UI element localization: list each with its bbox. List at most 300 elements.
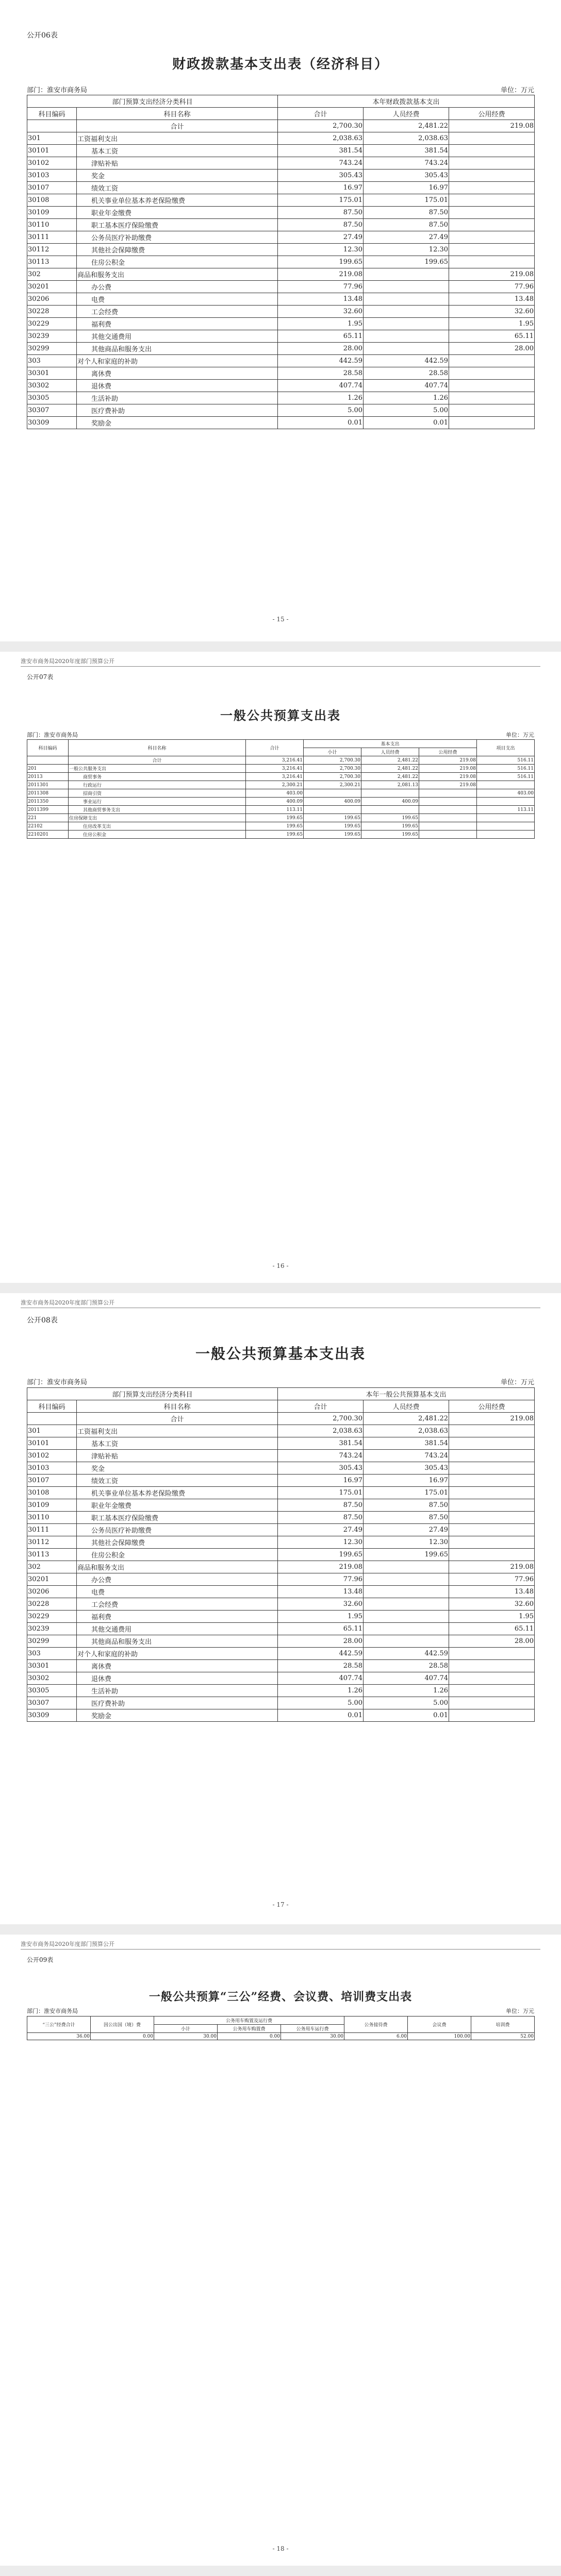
cell-name: 工资福利支出 <box>77 132 278 145</box>
cell-code: 2011399 <box>27 806 69 814</box>
cell-personnel: 1.26 <box>364 1685 449 1697</box>
cell-name: 电费 <box>77 1586 278 1598</box>
cell-personnel: 2,481.22 <box>361 756 419 765</box>
cell-name: 合计 <box>77 1413 278 1425</box>
column-header: 小计 <box>154 2025 218 2033</box>
cell-code: 30107 <box>27 182 77 194</box>
cell-personnel: 442.59 <box>364 355 449 367</box>
table-row <box>27 1573 535 1586</box>
cell-public <box>449 417 535 429</box>
cell-total: 442.59 <box>278 1648 364 1660</box>
cell-personnel: 12.30 <box>364 1536 449 1549</box>
table-row <box>27 392 535 404</box>
cell-total: 0.01 <box>278 417 364 429</box>
cell-total: 1.95 <box>278 318 364 330</box>
cell-total: 400.09 <box>246 798 304 806</box>
cell-total: 381.54 <box>278 145 364 157</box>
cell-public <box>449 1425 535 1437</box>
column-header: 人员经费 <box>364 108 449 120</box>
cell-sub: 2,700.30 <box>304 773 361 781</box>
cell-total: 2,300.21 <box>246 781 304 789</box>
cell-total: 65.11 <box>278 1623 364 1635</box>
cell-personnel <box>364 330 449 343</box>
cell-meeting: 100.00 <box>408 2033 471 2040</box>
cell-public <box>449 1512 535 1524</box>
table-row <box>27 1487 535 1499</box>
page-title: 一般公共预算支出表 <box>220 708 341 723</box>
cell-total: 28.00 <box>278 1635 364 1648</box>
page-08 <box>0 1293 561 1924</box>
cell-name: 办公费 <box>77 1573 278 1586</box>
column-header: 项目支出 <box>477 740 535 756</box>
cell-public <box>419 806 477 814</box>
page-number: - 16 - <box>272 1262 289 1269</box>
cell-name: 工资福利支出 <box>77 1425 278 1437</box>
table-row <box>27 355 535 367</box>
group-header: 部门预算支出经济分类科目 <box>27 1388 278 1400</box>
table-row <box>27 798 535 806</box>
cell-code <box>27 756 69 765</box>
cell-public <box>449 244 535 256</box>
cell-public <box>449 1487 535 1499</box>
column-header: 合计 <box>278 1400 364 1413</box>
cell-total: 175.01 <box>278 1487 364 1499</box>
cell-code: 30111 <box>27 231 77 244</box>
cell-name: 其他商品和服务支出 <box>77 1635 278 1648</box>
cell-personnel: 381.54 <box>364 1437 449 1450</box>
cell-name: 其他交通费用 <box>77 330 278 343</box>
cell-code: 30301 <box>27 1660 77 1672</box>
cell-code: 30109 <box>27 207 77 219</box>
cell-code: 30305 <box>27 392 77 404</box>
cell-total: 3,216.41 <box>246 756 304 765</box>
cell-code: 30103 <box>27 1462 77 1475</box>
cell-personnel: 1.26 <box>364 392 449 404</box>
cell-total: 5.00 <box>278 404 364 417</box>
cell-car-operation: 30.00 <box>281 2033 344 2040</box>
cell-personnel <box>364 1611 449 1623</box>
page-title: 一般公共预算基本支出表 <box>195 1345 366 1362</box>
table-row <box>27 773 535 781</box>
cell-code: 30206 <box>27 1586 77 1598</box>
page-07 <box>0 652 561 1283</box>
cell-personnel: 28.58 <box>364 367 449 380</box>
cell-total: 77.96 <box>278 281 364 293</box>
table-row <box>27 1623 535 1635</box>
cell-public <box>449 1549 535 1561</box>
column-header: 合计 <box>246 740 304 756</box>
cell-name: 福利费 <box>77 1611 278 1623</box>
cell-total: 28.58 <box>278 1660 364 1672</box>
cell-personnel: 743.24 <box>364 157 449 170</box>
cell-public <box>449 1450 535 1462</box>
cell-name: 生活补助 <box>77 392 278 404</box>
cell-code: 30299 <box>27 343 77 355</box>
cell-personnel <box>364 1561 449 1573</box>
table-row <box>27 306 535 318</box>
table-row <box>27 219 535 231</box>
cell-project <box>477 822 535 831</box>
cell-personnel: 27.49 <box>364 1524 449 1536</box>
cell-code: 30102 <box>27 157 77 170</box>
cell-public: 13.48 <box>449 293 535 306</box>
cell-sub: 199.65 <box>304 831 361 839</box>
cell-public <box>449 1660 535 1672</box>
cell-name: 医疗费补助 <box>77 1697 278 1709</box>
running-header: 淮安市商务局2020年度部门预算公开 <box>21 1299 114 1306</box>
cell-public <box>449 182 535 194</box>
cell-code: 2011308 <box>27 789 69 798</box>
cell-code: 30239 <box>27 1623 77 1635</box>
cell-code: 221 <box>27 814 69 822</box>
cell-sub: 2,700.30 <box>304 756 361 765</box>
cell-total: 381.54 <box>278 1437 364 1450</box>
cell-personnel: 16.97 <box>364 1475 449 1487</box>
cell-abroad: 0.00 <box>91 2033 154 2040</box>
cell-public: 219.08 <box>419 765 477 773</box>
running-header: 淮安市商务局2020年度部门预算公开 <box>21 658 114 665</box>
column-header: 公务用车运行费 <box>281 2025 344 2033</box>
table-tag: 公开08表 <box>27 1316 58 1325</box>
cell-total: 305.43 <box>278 1462 364 1475</box>
cell-code: 30299 <box>27 1635 77 1648</box>
cell-total: 87.50 <box>278 219 364 231</box>
cell-code: 30110 <box>27 219 77 231</box>
cell-total: 12.30 <box>278 1536 364 1549</box>
cell-name: 离休费 <box>77 367 278 380</box>
header-rule <box>21 666 540 667</box>
cell-personnel: 5.00 <box>364 404 449 417</box>
cell-total: 1.95 <box>278 1611 364 1623</box>
cell-total: 0.01 <box>278 1709 364 1722</box>
cell-name: 津贴补贴 <box>77 157 278 170</box>
cell-personnel <box>364 281 449 293</box>
cell-name: 退休费 <box>77 380 278 392</box>
cell-personnel: 199.65 <box>364 256 449 268</box>
cell-public <box>449 132 535 145</box>
cell-public: 28.00 <box>449 343 535 355</box>
cell-personnel: 87.50 <box>364 207 449 219</box>
cell-project: 516.11 <box>477 765 535 773</box>
cell-public <box>449 256 535 268</box>
table-row <box>27 1561 535 1573</box>
group-header: 基本支出 <box>304 740 477 748</box>
cell-public <box>419 822 477 831</box>
group-header: 公务用车购置及运行费 <box>154 2016 344 2025</box>
cell-public <box>449 1437 535 1450</box>
column-header: 公用经费 <box>449 108 535 120</box>
cell-name: 绩效工资 <box>77 1475 278 1487</box>
table-tag: 公开06表 <box>27 31 58 40</box>
table-row <box>27 120 535 132</box>
table-row <box>27 330 535 343</box>
budget-table <box>27 739 535 839</box>
cell-name: 奖励金 <box>77 417 278 429</box>
page-gap <box>0 641 561 652</box>
cell-project: 113.11 <box>477 806 535 814</box>
table-row <box>27 145 535 157</box>
unit-label: 单位：万元 <box>500 1379 534 1386</box>
cell-public <box>449 194 535 207</box>
unit-label: 单位：万元 <box>500 87 534 94</box>
cell-public <box>449 145 535 157</box>
table-row <box>27 806 535 814</box>
cell-total: 407.74 <box>278 380 364 392</box>
cell-code: 30302 <box>27 380 77 392</box>
page-gap <box>0 1924 561 1935</box>
cell-name: 电费 <box>77 293 278 306</box>
cell-public: 219.08 <box>449 1561 535 1573</box>
cell-personnel: 0.01 <box>364 1709 449 1722</box>
cell-name: 退休费 <box>77 1672 278 1685</box>
cell-total: 743.24 <box>278 1450 364 1462</box>
cell-total: 2,700.30 <box>278 120 364 132</box>
cell-code: 30307 <box>27 1697 77 1709</box>
cell-code: 301 <box>27 1425 77 1437</box>
cell-code <box>27 120 77 132</box>
cell-name: 一般公共服务支出 <box>69 765 246 773</box>
group-header: 部门预算支出经济分类科目 <box>27 95 278 108</box>
cell-total: 32.60 <box>278 306 364 318</box>
cell-name: 办公费 <box>77 281 278 293</box>
cell-personnel: 2,481.22 <box>361 773 419 781</box>
cell-total: 113.11 <box>246 806 304 814</box>
cell-code: 22102 <box>27 822 69 831</box>
page-gap <box>0 1283 561 1293</box>
column-header: 合计 <box>278 108 364 120</box>
table-row <box>27 170 535 182</box>
cell-public <box>449 1697 535 1709</box>
table-row <box>27 1586 535 1598</box>
cell-name: 商品和服务支出 <box>77 1561 278 1573</box>
cell-training: 52.00 <box>471 2033 535 2040</box>
cell-code: 30109 <box>27 1499 77 1512</box>
table-row <box>27 1697 535 1709</box>
column-header: 小计 <box>304 748 361 756</box>
cell-total: 1.26 <box>278 1685 364 1697</box>
cell-code: 30201 <box>27 1573 77 1586</box>
cell-personnel: 2,481.22 <box>361 765 419 773</box>
cell-public: 219.08 <box>449 120 535 132</box>
cell-public <box>449 1648 535 1660</box>
cell-code: 30229 <box>27 1611 77 1623</box>
header-rule <box>21 1949 540 1950</box>
cell-name: 工会经费 <box>77 1598 278 1611</box>
cell-public: 219.08 <box>419 781 477 789</box>
cell-code: 201 <box>27 765 69 773</box>
table-row <box>27 1475 535 1487</box>
cell-name: 机关事业单位基本养老保险缴费 <box>77 1487 278 1499</box>
cell-project <box>477 781 535 789</box>
cell-public <box>449 231 535 244</box>
table-row <box>27 256 535 268</box>
cell-code: 303 <box>27 355 77 367</box>
cell-name: 职工基本医疗保险缴费 <box>77 219 278 231</box>
cell-total: 13.48 <box>278 1586 364 1598</box>
cell-personnel: 199.65 <box>361 814 419 822</box>
cell-public <box>449 380 535 392</box>
running-header: 淮安市商务局2020年度部门预算公开 <box>21 1941 114 1947</box>
unit-label: 单位：万元 <box>506 2008 534 2014</box>
cell-code: 30228 <box>27 1598 77 1611</box>
table-row <box>27 194 535 207</box>
cell-total: 199.65 <box>278 1549 364 1561</box>
dept-label: 部门：淮安市商务局 <box>27 87 88 94</box>
cell-public: 32.60 <box>449 306 535 318</box>
budget-table <box>27 2016 535 2040</box>
cell-personnel: 2,081.13 <box>361 781 419 789</box>
cell-personnel: 87.50 <box>364 1499 449 1512</box>
cell-total: 27.49 <box>278 231 364 244</box>
table-row <box>27 1685 535 1697</box>
table-row <box>27 831 535 839</box>
cell-total: 87.50 <box>278 207 364 219</box>
cell-name: 职业年金缴费 <box>77 1499 278 1512</box>
cell-personnel <box>364 293 449 306</box>
cell-public <box>449 1499 535 1512</box>
cell-code: 30307 <box>27 404 77 417</box>
cell-name: 基本工资 <box>77 1437 278 1450</box>
cell-total: 12.30 <box>278 244 364 256</box>
cell-name: 住房公积金 <box>77 256 278 268</box>
cell-code: 30107 <box>27 1475 77 1487</box>
page-06 <box>0 0 561 641</box>
column-header: 科目编码 <box>27 740 69 756</box>
cell-code: 30206 <box>27 293 77 306</box>
table-row <box>27 781 535 789</box>
cell-project: 516.11 <box>477 756 535 765</box>
cell-code: 2011301 <box>27 781 69 789</box>
cell-public: 28.00 <box>449 1635 535 1648</box>
cell-public: 1.95 <box>449 1611 535 1623</box>
cell-total: 28.00 <box>278 343 364 355</box>
cell-personnel: 407.74 <box>364 380 449 392</box>
table-row <box>27 1648 535 1660</box>
cell-public <box>419 831 477 839</box>
column-header: “三公”经费合计 <box>27 2016 91 2033</box>
table-row <box>27 1709 535 1722</box>
table-row <box>27 789 535 798</box>
cell-name: 其他社会保障缴费 <box>77 1536 278 1549</box>
column-header: 人员经费 <box>361 748 419 756</box>
table-row <box>27 1450 535 1462</box>
cell-code: 302 <box>27 1561 77 1573</box>
cell-total: 13.48 <box>278 293 364 306</box>
cell-personnel: 305.43 <box>364 170 449 182</box>
table-row <box>27 1437 535 1450</box>
cell-name: 工会经费 <box>77 306 278 318</box>
cell-name: 行政运行 <box>69 781 246 789</box>
cell-public <box>449 392 535 404</box>
cell-name: 绩效工资 <box>77 182 278 194</box>
cell-personnel: 2,038.63 <box>364 1425 449 1437</box>
table-row <box>27 822 535 831</box>
table-row <box>27 756 535 765</box>
cell-sub <box>304 789 361 798</box>
cell-name: 对个人和家庭的补助 <box>77 355 278 367</box>
cell-personnel: 0.01 <box>364 417 449 429</box>
budget-table <box>27 95 535 429</box>
cell-public <box>449 1475 535 1487</box>
cell-code: 30101 <box>27 1437 77 1450</box>
unit-label: 单位：万元 <box>506 732 534 738</box>
table-row <box>27 182 535 194</box>
cell-public: 219.08 <box>449 1413 535 1425</box>
cell-code: 30201 <box>27 281 77 293</box>
cell-name: 住房保障支出 <box>69 814 246 822</box>
cell-total: 16.97 <box>278 1475 364 1487</box>
cell-public <box>449 1536 535 1549</box>
table-row <box>27 380 535 392</box>
cell-code: 30113 <box>27 256 77 268</box>
cell-total: 87.50 <box>278 1499 364 1512</box>
table-row <box>27 1524 535 1536</box>
cell-name: 其他社会保障缴费 <box>77 244 278 256</box>
cell-name: 机关事业单位基本养老保险缴费 <box>77 194 278 207</box>
cell-public: 219.08 <box>419 756 477 765</box>
cell-code: 30229 <box>27 318 77 330</box>
cell-personnel: 381.54 <box>364 145 449 157</box>
cell-name: 福利费 <box>77 318 278 330</box>
table-row <box>27 231 535 244</box>
cell-personnel <box>364 318 449 330</box>
cell-public: 1.95 <box>449 318 535 330</box>
cell-public <box>419 798 477 806</box>
cell-total: 28.58 <box>278 367 364 380</box>
cell-total: 743.24 <box>278 157 364 170</box>
table-row <box>27 1549 535 1561</box>
cell-personnel: 12.30 <box>364 244 449 256</box>
cell-total: 87.50 <box>278 1512 364 1524</box>
table-row <box>27 244 535 256</box>
cell-personnel: 199.65 <box>364 1549 449 1561</box>
column-header: 培训费 <box>471 2016 535 2033</box>
cell-code: 30112 <box>27 1536 77 1549</box>
table-row <box>27 1512 535 1524</box>
cell-public <box>449 367 535 380</box>
cell-personnel: 199.65 <box>361 822 419 831</box>
cell-car-subtotal: 30.00 <box>154 2033 218 2040</box>
cell-personnel <box>364 306 449 318</box>
cell-personnel: 5.00 <box>364 1697 449 1709</box>
column-header: 公务接待费 <box>344 2016 408 2033</box>
cell-code: 30239 <box>27 330 77 343</box>
cell-total: 199.65 <box>246 831 304 839</box>
table-row <box>27 765 535 773</box>
cell-total: 3,216.41 <box>246 765 304 773</box>
cell-total: 5.00 <box>278 1697 364 1709</box>
table-row <box>27 293 535 306</box>
table-row <box>27 1598 535 1611</box>
cell-code: 30302 <box>27 1672 77 1685</box>
cell-total: 2,038.63 <box>278 132 364 145</box>
cell-project <box>477 798 535 806</box>
cell-code: 30305 <box>27 1685 77 1697</box>
table-tag: 公开07表 <box>27 673 54 681</box>
cell-name: 奖金 <box>77 170 278 182</box>
cell-personnel: 87.50 <box>364 219 449 231</box>
table-row <box>27 404 535 417</box>
cell-personnel: 2,038.63 <box>364 132 449 145</box>
cell-personnel <box>361 806 419 814</box>
cell-sub: 400.09 <box>304 798 361 806</box>
cell-name: 商品和服务支出 <box>77 268 278 281</box>
cell-public: 13.48 <box>449 1586 535 1598</box>
page-gap <box>0 2566 561 2576</box>
cell-project <box>477 831 535 839</box>
column-header: 科目名称 <box>77 108 278 120</box>
cell-name: 商贸事务 <box>69 773 246 781</box>
